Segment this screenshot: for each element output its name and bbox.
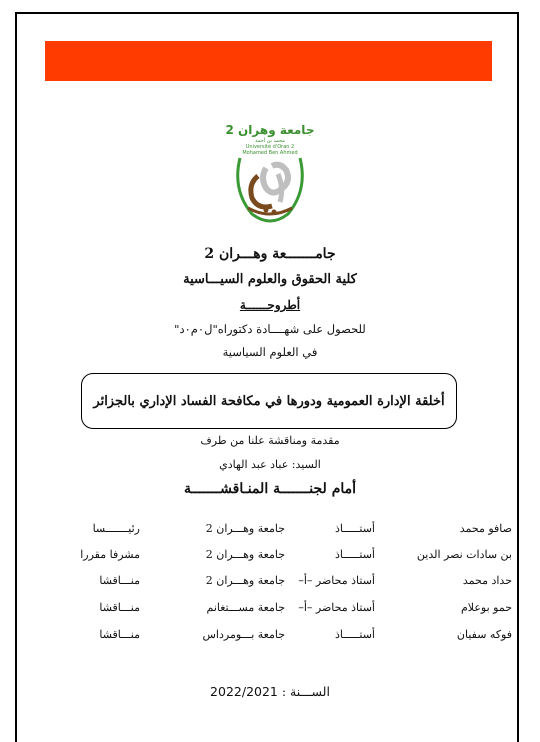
logo-title: جامعة وهران 2 [225,123,315,137]
member-rank: أستاذ محاضر –أ– [298,574,375,587]
member-rank: أستـــــاذ [335,628,375,641]
committee-row [0,628,540,650]
member-role: مشرفا مقررا [80,548,140,561]
year-label: الســـنة : [281,684,330,699]
member-rank: أستاذ محاضر –أ– [298,601,375,614]
degree-line: للحصول على شهــــادة دكتوراه"ل٠م٠د" [174,322,366,336]
university-logo [222,118,318,230]
member-role: رئيـــــــسا [92,522,140,535]
member-name: فوكه سفيان [456,628,512,641]
committee-row [0,601,540,623]
member-role: منـــاقشا [99,601,140,614]
member-university: جامعة وهـــران 2 [205,548,285,561]
member-rank: أستـــــاذ [335,522,375,535]
member-name: حمو بوعلام [460,601,512,614]
academic-year [40,684,500,699]
member-university: جامعة بـــومرداس [202,628,285,641]
member-university: جامعة وهـــران 2 [205,574,285,587]
member-rank: أستـــــاذ [335,548,375,561]
committee-row [0,548,540,570]
thesis-title-box [81,373,457,429]
header-color-bar [45,41,492,81]
member-name: صافو محمد [459,522,512,535]
presented-by-label: مقدمة ومناقشة علنا من طرف [200,434,340,447]
faculty-name: كلية الحقوق والعلوم السيـــاسية [183,272,357,287]
committee-row [0,522,540,544]
logo-subtitle-ar: محمد بن أحمد [255,138,285,144]
member-name: حداد محمد [462,574,512,587]
committee-title: أمام لجنـــــــة المنـاقشـــــــة [183,481,357,497]
thesis-label: أطروحــــــة [239,298,301,312]
field-line: في العلوم السياسية [222,345,318,359]
presenter-name: السيد: عباد عبد الهادي [219,458,321,471]
member-role: منـــاقشا [99,574,140,587]
committee-row [0,574,540,596]
thesis-title: أخلقة الإدارة العمومية ودورها في مكافحة الفساد الإداري بالجزائر [93,393,445,409]
member-university: جامعة مســـتغانم [206,601,285,614]
logo-subtitle-fr-2: Mohamed Ben Ahmed [242,150,298,156]
university-name: جامـــــــعة وهـــران 2 [204,246,336,262]
member-name: بن سادات نصر الدين [416,548,512,561]
year-value: 2022/2021 [210,684,278,699]
member-role: منـــاقشا [99,628,140,641]
member-university: جامعة وهـــران 2 [205,522,285,535]
logo-subtitle-fr: Université d'Oran 2 [245,144,295,150]
